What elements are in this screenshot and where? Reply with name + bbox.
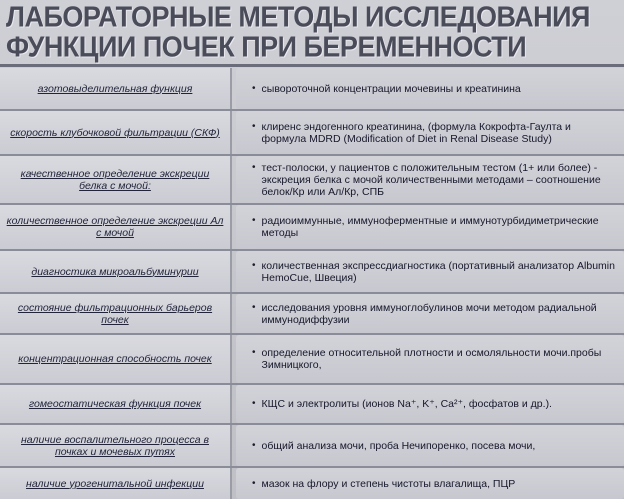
bullet-icon: • — [252, 439, 256, 451]
table-row — [0, 156, 624, 205]
function-label: концентрационная способность почек — [18, 353, 212, 365]
function-label: количественное определение экскреции Ал с мочой — [6, 215, 224, 239]
function-cell — [0, 468, 232, 499]
method-text: определение относительной плотности и осмоляльности мочи.пробы Зимницкого, — [261, 347, 602, 371]
table-row — [0, 425, 624, 468]
bullet-icon: • — [252, 120, 256, 132]
table-row — [0, 294, 624, 335]
bullet-icon: • — [252, 215, 256, 226]
function-cell — [0, 111, 232, 154]
method-cell — [236, 385, 624, 423]
page-title — [6, 2, 618, 62]
table-row — [0, 385, 624, 425]
function-cell — [0, 68, 232, 109]
method-text: общий анализа мочи, проба Нечипоренко, посева мочи, — [261, 439, 536, 452]
method-cell — [236, 335, 624, 383]
function-label: наличие воспалительного процесса в почках и мочевых путях — [21, 433, 209, 458]
method-cell — [236, 251, 624, 292]
method-cell — [236, 425, 624, 466]
bullet-icon: • — [252, 161, 256, 173]
function-cell — [0, 251, 232, 292]
title-line-1: ЛАБОРАТОРНЫЕ МЕТОДЫ ИССЛЕДОВАНИЯ — [6, 1, 590, 33]
function-cell — [0, 425, 232, 466]
method-cell — [236, 68, 624, 109]
methods-table — [0, 68, 624, 499]
table-row — [0, 68, 624, 111]
method-cell — [236, 111, 624, 154]
method-text: сывороточной концентрации мочевины и креатинина — [261, 82, 521, 95]
function-label: гомеостатическая функция почек — [28, 398, 202, 410]
function-cell — [0, 156, 232, 203]
function-cell — [0, 335, 232, 383]
method-cell — [236, 205, 624, 249]
method-text: мазок на флору и степень чистоты влагалища, ПЦР — [261, 477, 516, 490]
function-cell — [0, 205, 232, 249]
title-line-2: ФУНКЦИИ ПОЧЕК ПРИ БЕРЕМЕННОСТИ — [6, 31, 527, 63]
function-label: качественное определение экскреции белка с мочой: — [20, 167, 210, 192]
bullet-icon: • — [252, 347, 256, 358]
method-text: тест-полоски, у пациентов с положительным тестом (1+ или более) - экскреция белка с мочой количественными методами – соотношение белок/Кр или Ал/Кр, СПБ — [261, 161, 601, 198]
method-text: радиоиммунные, иммуноферментные и иммунотурбидиметрические методы — [261, 215, 599, 239]
function-cell — [0, 385, 232, 423]
function-label: азотовыделительная функция — [37, 82, 193, 95]
method-cell — [236, 468, 624, 499]
bullet-icon: • — [252, 259, 256, 271]
table-row — [0, 111, 624, 156]
table-row — [0, 205, 624, 251]
header-divider — [0, 64, 624, 67]
method-text: количественная экспрессдиагностика (портативный анализатор Albumin HemoCue, Швеция) — [261, 259, 615, 284]
bullet-icon: • — [252, 82, 256, 94]
table-row — [0, 468, 624, 499]
table-row — [0, 251, 624, 294]
function-label: скорость клубочковой фильтрации (СКФ) — [10, 126, 220, 139]
bullet-icon: • — [252, 398, 256, 409]
function-label: состояние фильтрационных барьеров почек — [17, 301, 213, 326]
function-label: диагностика микроальбуминурии — [31, 265, 199, 278]
method-cell — [236, 156, 624, 203]
table-row — [0, 335, 624, 385]
method-text: клиренс эндогенного креатинина, (формула Кокрофта-Гаулта и формула MDRD (Modification of Diet in Renal Disease Study) — [261, 120, 571, 145]
bullet-icon: • — [252, 301, 256, 313]
function-label: наличие урогенитальной инфекции — [26, 477, 204, 490]
method-text: исследования уровня иммуноглобулинов мочи методом радиальной иммунодиффузии — [261, 301, 597, 326]
method-cell — [236, 294, 624, 333]
function-cell — [0, 294, 232, 333]
method-text: КЩС и электролиты (ионов Na⁺, K⁺, Ca²⁺, фосфатов и др.). — [261, 398, 552, 410]
bullet-icon: • — [252, 477, 256, 489]
